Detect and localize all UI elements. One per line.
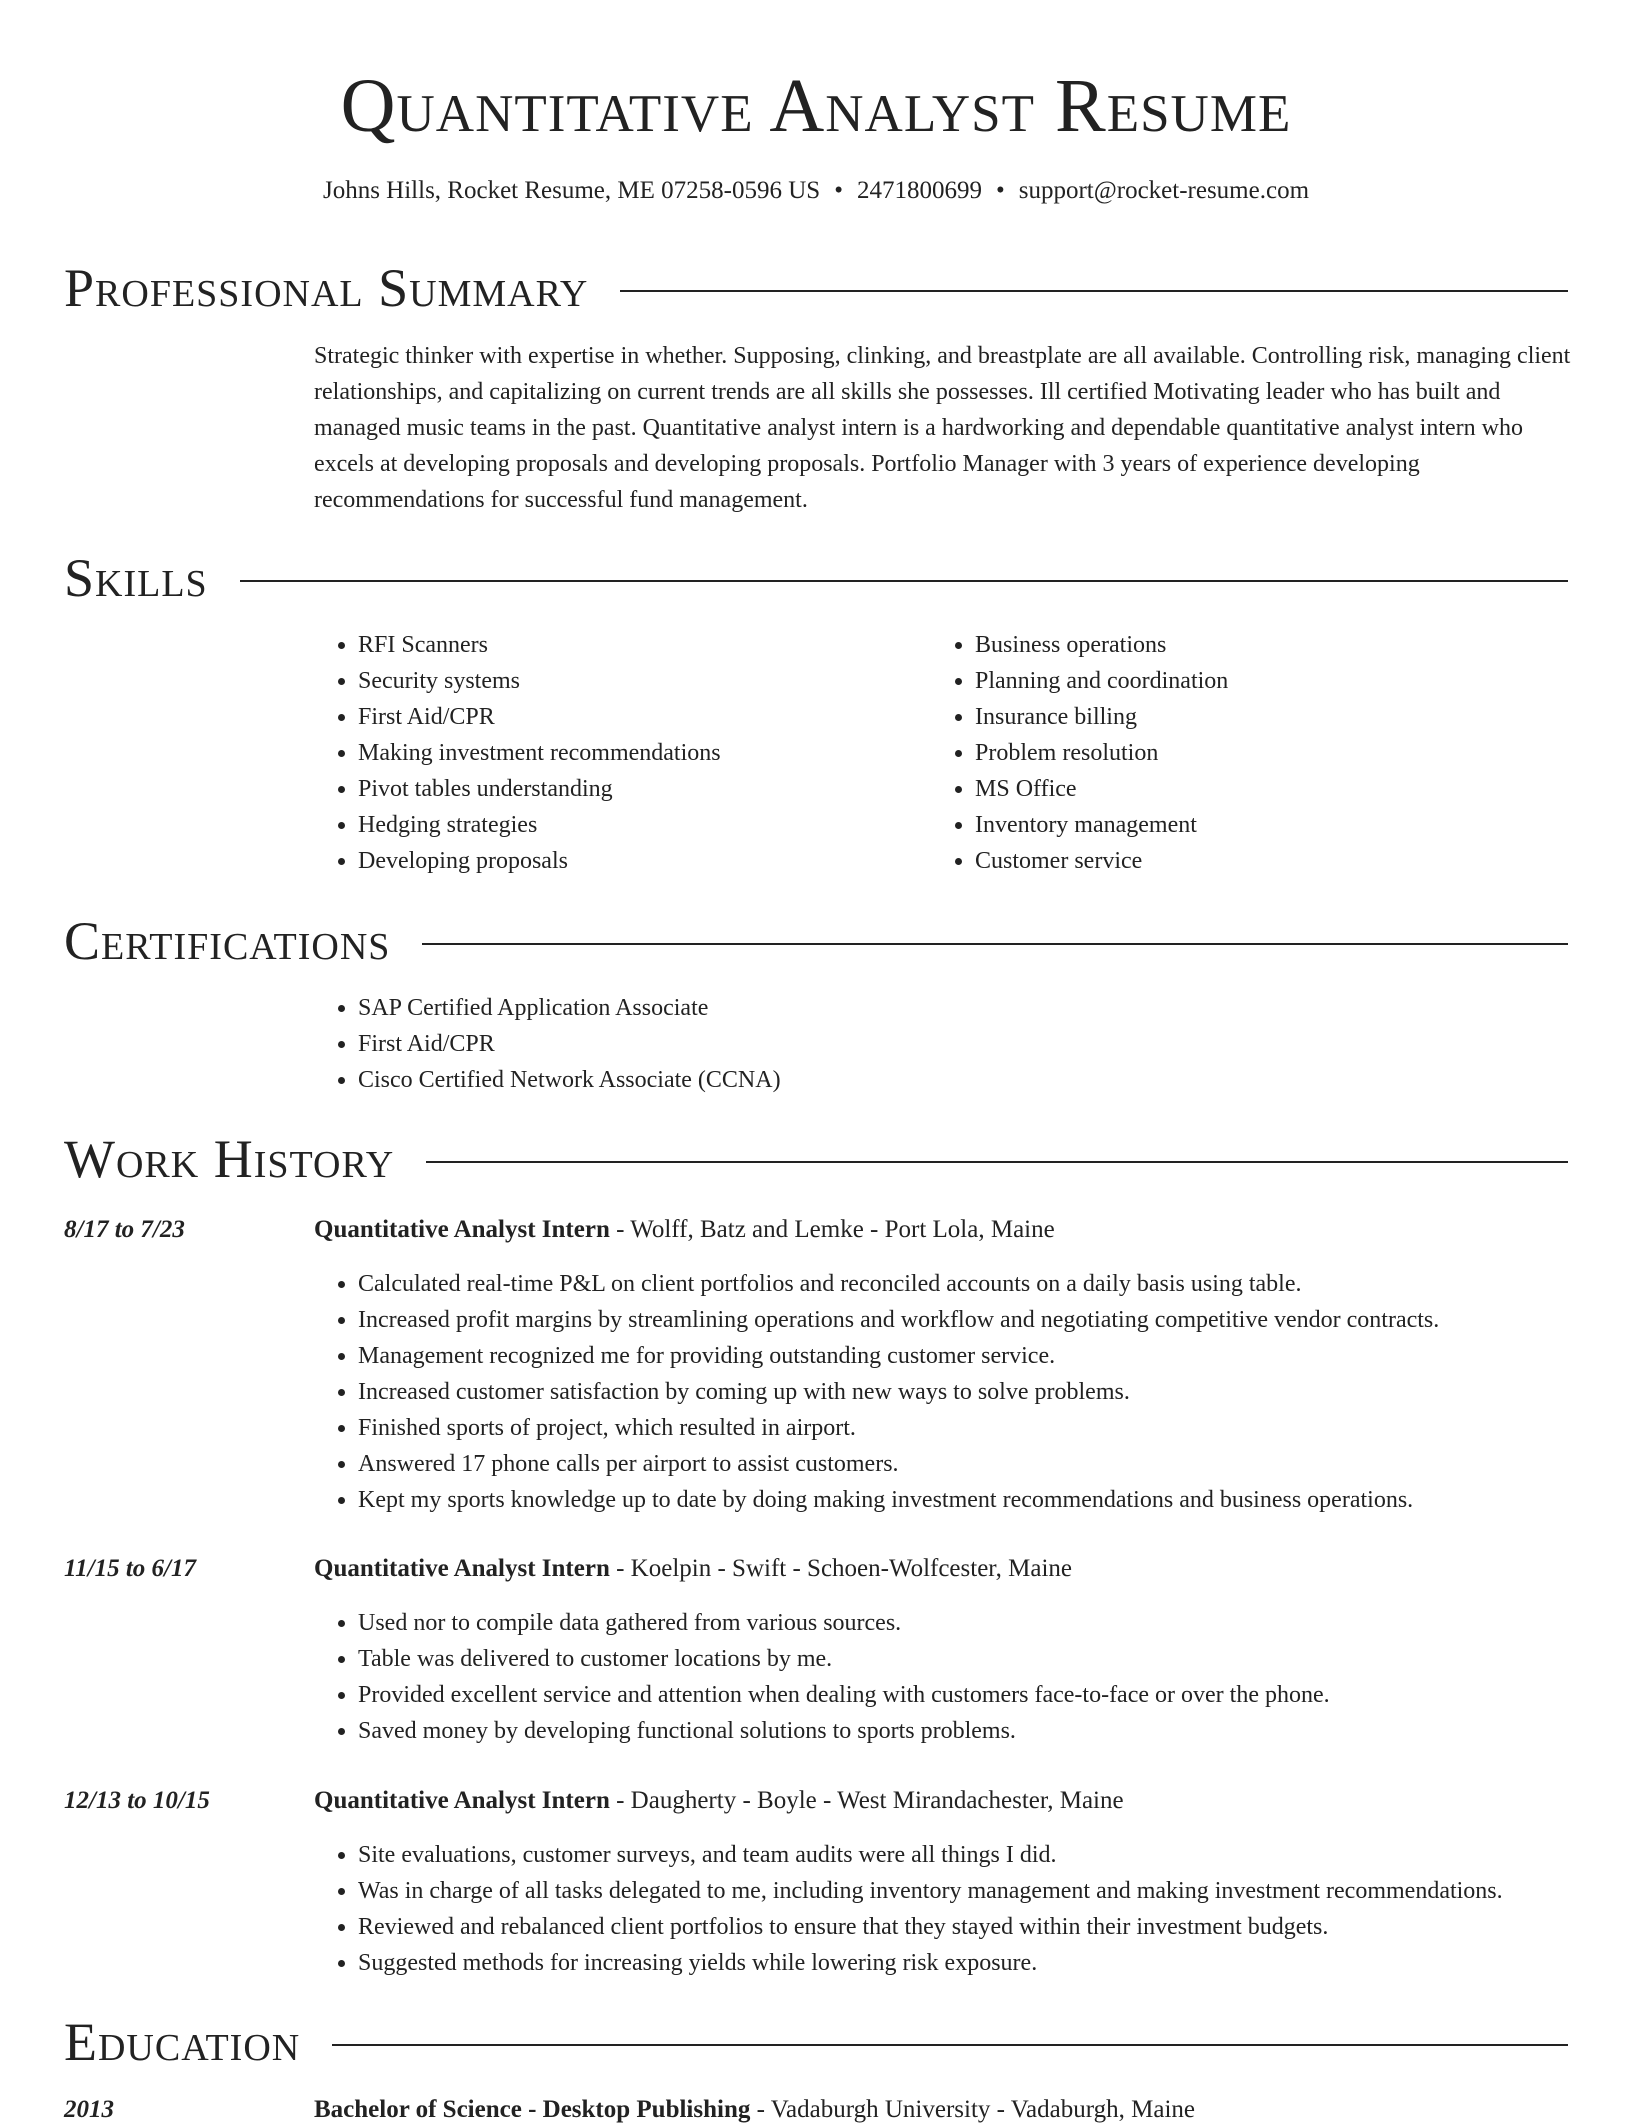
- contact-phone: 2471800699: [856, 177, 982, 204]
- section-header-work-history: [64, 1127, 1568, 1191]
- section-title-education: Education: [64, 2012, 301, 2072]
- skill-item: • Hedging strategies: [358, 807, 721, 843]
- resume-title: Quantitative Analyst Resume: [340, 64, 1292, 148]
- job-bullet: • Used nor to compile data gathered from various sources.: [358, 1605, 1584, 1641]
- section-divider: [426, 1161, 1568, 1163]
- skill-item: • Insurance billing: [975, 699, 1228, 735]
- skill-item: • Customer service: [975, 843, 1228, 879]
- education-school: - Vadaburgh University - Vadaburgh, Maine: [750, 2096, 1195, 2123]
- section-title-summary: Professional Summary: [64, 258, 589, 318]
- certification-item: • SAP Certified Application Associate: [358, 990, 781, 1026]
- skill-item: • Pivot tables understanding: [358, 771, 721, 807]
- contact-line: [0, 174, 1632, 208]
- skill-item: • MS Office: [975, 771, 1228, 807]
- certifications-block: [314, 990, 781, 1098]
- skills-list-left: [314, 627, 721, 879]
- skill-item: • First Aid/CPR: [358, 699, 721, 735]
- contact-separator: •: [834, 177, 843, 204]
- job-dates: 8/17 to 7/23: [64, 1216, 185, 1243]
- section-divider: [240, 580, 1568, 582]
- job-bullet-list: [314, 1266, 1584, 1518]
- job-title: Quantitative Analyst Intern: [314, 1787, 610, 1814]
- job-bullets: [314, 1837, 1584, 1981]
- section-title-work-history: Work History: [64, 1129, 395, 1189]
- section-divider: [332, 2044, 1568, 2046]
- skill-item: • Security systems: [358, 663, 721, 699]
- job-bullet: • Reviewed and rebalanced client portfolios to ensure that they stayed within their investment budgets.: [358, 1909, 1584, 1945]
- education-degree: Bachelor of Science - Desktop Publishing: [314, 2096, 751, 2123]
- job-bullet-list: [314, 1605, 1584, 1749]
- job-bullets: [314, 1266, 1584, 1518]
- education-year: 2013: [64, 2096, 114, 2123]
- summary-text: Strategic thinker with expertise in whether. Supposing, clinking, and breastplate are all available. Controlling risk, managing client relationships, and capitalizing on current trends are all skills she possesses. Ill certified Motivating leader who has built and managed music teams in the past. Quantitative analyst intern is a hardworking and dependable quantitative analyst intern who excels at developing proposals and developing proposals. Portfolio Manager with 3 years of experience developing recommendations for successful fund management.: [314, 343, 1571, 513]
- job-bullet: • Kept my sports knowledge up to date by doing making investment recommendations and business operations.: [358, 1482, 1584, 1518]
- job-heading: [314, 1212, 1055, 1248]
- skill-item: • Problem resolution: [975, 735, 1228, 771]
- job-bullet: • Increased customer satisfaction by coming up with new ways to solve problems.: [358, 1374, 1584, 1410]
- job-bullet: • Finished sports of project, which resulted in airport.: [358, 1410, 1584, 1446]
- section-header-skills: [64, 546, 1568, 610]
- contact-separator: •: [995, 177, 1005, 204]
- skill-item: • Developing proposals: [358, 843, 721, 879]
- job-dates: 11/15 to 6/17: [64, 1555, 196, 1582]
- skill-item: • Making investment recommendations: [358, 735, 721, 771]
- skill-item: • Inventory management: [975, 807, 1228, 843]
- section-title-certifications: Certifications: [64, 911, 391, 971]
- job-bullet: • Was in charge of all tasks delegated to me, including inventory management and making investment recommendations.: [358, 1873, 1584, 1909]
- skill-item: • Business operations: [975, 627, 1228, 663]
- job-bullet: • Answered 17 phone calls per airport to assist customers.: [358, 1446, 1584, 1482]
- job-bullet: • Increased profit margins by streamlining operations and workflow and negotiating competitive vendor contracts.: [358, 1302, 1584, 1338]
- job-title: Quantitative Analyst Intern: [314, 1216, 610, 1243]
- section-divider: [422, 943, 1568, 945]
- education-heading: [314, 2092, 1195, 2128]
- job-dates: 12/13 to 10/15: [64, 1787, 210, 1814]
- job-bullet: • Table was delivered to customer locations by me.: [358, 1641, 1584, 1677]
- skills-list-right: [931, 627, 1228, 879]
- certifications-list: [314, 990, 781, 1098]
- job-bullet: • Management recognized me for providing outstanding customer service.: [358, 1338, 1584, 1374]
- section-header-summary: [64, 256, 1568, 320]
- job-bullet: • Suggested methods for increasing yields while lowering risk exposure.: [358, 1945, 1584, 1981]
- job-employer: - Wolff, Batz and Lemke - Port Lola, Maine: [609, 1216, 1055, 1243]
- job-heading: [314, 1551, 1072, 1587]
- job-employer: - Daugherty - Boyle - West Mirandachester, Maine: [609, 1787, 1124, 1814]
- section-header-education: [64, 2010, 1568, 2074]
- contact-address: Johns Hills, Rocket Resume, ME 07258-0596 US: [322, 177, 821, 204]
- skills-right-column: [931, 627, 1228, 879]
- job-bullet: • Calculated real-time P&L on client portfolios and reconciled accounts on a daily basis using table.: [358, 1266, 1584, 1302]
- job-bullet-list: [314, 1837, 1584, 1981]
- job-bullet: • Saved money by developing functional solutions to sports problems.: [358, 1713, 1584, 1749]
- job-heading: [314, 1783, 1124, 1819]
- job-bullet: • Site evaluations, customer surveys, and team audits were all things I did.: [358, 1837, 1584, 1873]
- section-divider: [620, 290, 1568, 292]
- skill-item: • Planning and coordination: [975, 663, 1228, 699]
- contact-email: support@rocket-resume.com: [1018, 177, 1310, 204]
- job-title: Quantitative Analyst Intern: [314, 1555, 610, 1582]
- section-header-certifications: [64, 909, 1568, 973]
- section-title-skills: Skills: [64, 548, 208, 608]
- certification-item: • First Aid/CPR: [358, 1026, 781, 1062]
- job-employer: - Koelpin - Swift - Schoen-Wolfcester, Maine: [609, 1555, 1072, 1582]
- skill-item: • RFI Scanners: [358, 627, 721, 663]
- job-bullet: • Provided excellent service and attention when dealing with customers face-to-face or over the phone.: [358, 1677, 1584, 1713]
- job-bullets: [314, 1605, 1584, 1749]
- certification-item: • Cisco Certified Network Associate (CCNA): [358, 1062, 781, 1098]
- skills-left-column: [314, 627, 721, 879]
